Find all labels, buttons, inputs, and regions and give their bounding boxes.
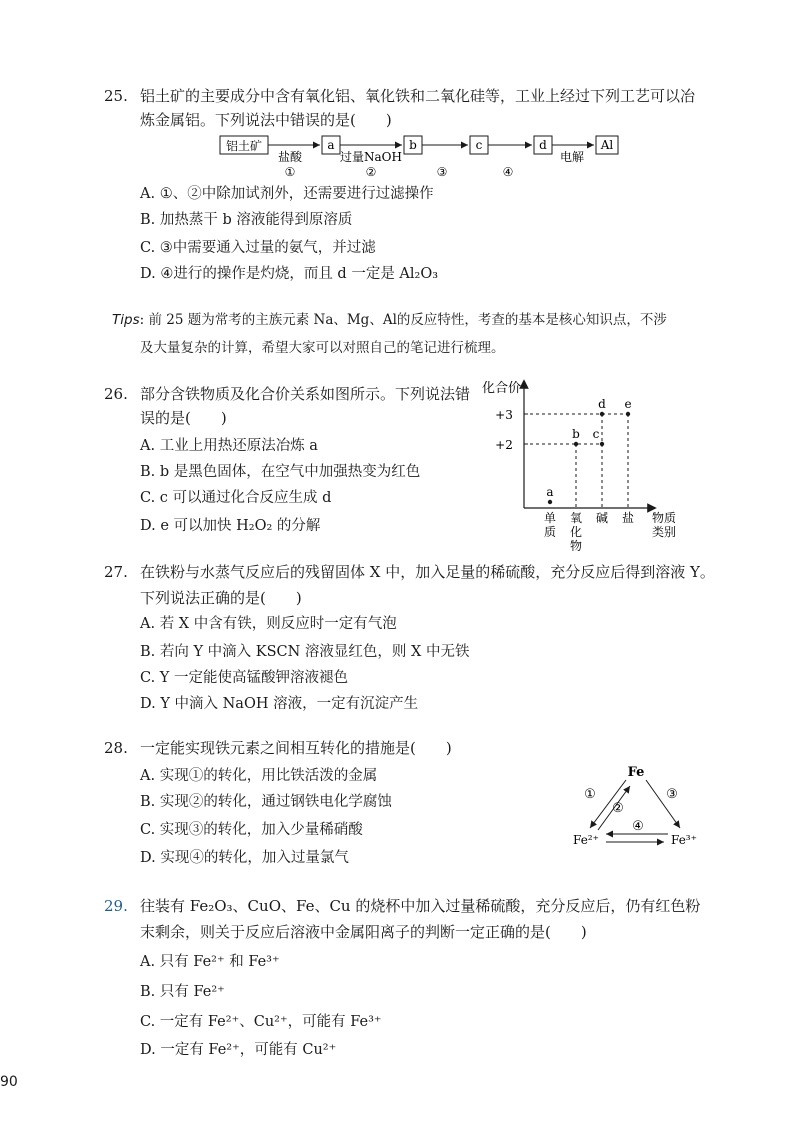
graph-point-a-label: a <box>546 485 554 499</box>
graph-point-b-label: b <box>572 427 580 441</box>
q25-option-b: B. 加热蒸干 b 溶液能得到原溶质 <box>140 212 353 228</box>
q25-option-c: C. ③中需要通入过量的氨气，并过滤 <box>140 240 376 256</box>
q28-option-c: C. 实现③的转化，加入少量稀硝酸 <box>140 822 363 838</box>
graph-point-b <box>574 442 578 446</box>
triangle-right-fe3: Fe³⁺ <box>671 833 697 847</box>
tips-text1: : 前 25 题为常考的主族元素 Na、Mg、Al的反应特性，考查的基本是核心知识点，不涉 <box>139 312 667 328</box>
triangle-label-1: ① <box>584 787 596 802</box>
q29-option-c: C. 一定有 Fe²⁺、Cu²⁺，可能有 Fe³⁺ <box>140 1014 382 1030</box>
graph-x-cat1-l2: 质 <box>543 525 557 539</box>
flow-step-3: ③ <box>436 165 448 179</box>
graph-point-c <box>600 442 604 446</box>
q28-option-b: B. 实现②的转化，通过钢铁电化学腐蚀 <box>140 794 392 810</box>
triangle-label-3: ③ <box>666 787 678 802</box>
graph-x-cat1-l1: 单 <box>543 511 557 525</box>
flow-reagent-5: 电解 <box>559 150 585 164</box>
flow-step-1: ① <box>284 165 296 179</box>
q29-number: 29. <box>104 897 128 915</box>
graph-point-d <box>600 412 604 416</box>
q27-option-c: C. Y 一定能使高锰酸钾溶液褪色 <box>140 670 348 686</box>
q26-number: 26. <box>104 385 128 403</box>
triangle-label-4: ④ <box>632 819 644 834</box>
tips-label: Tips <box>112 312 140 328</box>
flow-box-b-label: b <box>409 138 417 152</box>
q26-option-d: D. e 可以加快 H₂O₂ 的分解 <box>140 518 321 534</box>
q27-stem-line1: 在铁粉与水蒸气反应后的残留固体 X 中，加入足量的稀硫酸，充分反应后得到溶液 Y。 <box>140 563 715 581</box>
graph-y-tick-3: +3 <box>495 408 513 422</box>
graph-x-cat2-l1: 氧 <box>569 511 583 525</box>
q26-option-b: B. b 是黑色固体，在空气中加强热变为红色 <box>140 464 421 480</box>
q29-option-d: D. 一定有 Fe²⁺，可能有 Cu²⁺ <box>140 1042 337 1058</box>
graph-x-cat2-l2: 化 <box>569 525 583 539</box>
flow-box-c-label: c <box>475 138 483 152</box>
tips-line1 <box>112 310 667 330</box>
graph-x-label-l1: 物质 <box>651 511 677 525</box>
graph-point-d-label: d <box>598 397 606 411</box>
q28-option-d: D. 实现④的转化，加入过量氯气 <box>140 850 349 866</box>
triangle-label-2: ② <box>612 801 624 816</box>
tips-line2: 及大量复杂的计算，希望大家可以对照自己的笔记进行梳理。 <box>140 340 505 356</box>
q25-stem-line1: 铝土矿的主要成分中含有氧化铝、氧化铁和二氧化硅等，工业上经过下列工艺可以冶 <box>140 87 696 105</box>
graph-y-tick-2: +2 <box>495 438 513 452</box>
q28-number: 28. <box>104 739 128 757</box>
graph-point-a <box>548 500 552 504</box>
triangle-top-fe: Fe <box>627 765 645 780</box>
flow-step-2: ② <box>365 165 377 179</box>
graph-y-label: 化合价 <box>482 381 522 396</box>
graph-x-cat2-l3: 物 <box>569 539 583 552</box>
triangle-left-fe2: Fe²⁺ <box>573 833 599 847</box>
q28-iron-triangle <box>560 756 710 860</box>
flow-reagent-1: 盐酸 <box>277 150 303 164</box>
q25-stem-line2: 炼金属铝。下列说法中错误的是( ) <box>140 111 392 129</box>
q27-stem-line2: 下列说法正确的是( ) <box>140 589 302 607</box>
page-number: 90 <box>0 1074 18 1090</box>
q26-stem-line2: 误的是( ) <box>140 409 227 427</box>
q29-stem-line2: 末剩余，则关于反应后溶液中金属阳离子的判断一定正确的是( ) <box>140 923 587 941</box>
flow-step-4: ④ <box>502 165 514 179</box>
q27-option-d: D. Y 中滴入 NaOH 溶液，一定有沉淀产生 <box>140 696 419 712</box>
q25-option-a: A. ①、②中除加试剂外，还需要进行过滤操作 <box>140 186 434 202</box>
q29-option-b: B. 只有 Fe²⁺ <box>140 984 225 1000</box>
flow-start-label: 铝土矿 <box>225 139 263 153</box>
flow-box-a-label: a <box>327 138 335 152</box>
q26-stem-line1: 部分含铁物质及化合价关系如图所示。下列说法错 <box>140 385 471 403</box>
graph-x-cat4: 盐 <box>621 511 635 525</box>
flow-box-d-label: d <box>539 138 547 152</box>
flow-end-label: Al <box>600 138 614 152</box>
q28-option-a: A. 实现①的转化，用比铁活泼的金属 <box>140 768 378 784</box>
q25-option-d: D. ④进行的操作是灼烧，而且 d 一定是 Al₂O₃ <box>140 266 439 282</box>
graph-point-e <box>626 412 630 416</box>
graph-point-c-label: c <box>592 427 600 441</box>
graph-x-cat3: 碱 <box>595 511 609 525</box>
flow-reagent-2: 过量NaOH <box>340 150 402 164</box>
q25-number: 25. <box>104 87 128 105</box>
q27-option-a: A. 若 X 中含有铁，则反应时一定有气泡 <box>140 616 397 632</box>
q29-stem-line1: 往装有 Fe₂O₃、CuO、Fe、Cu 的烧杯中加入过量稀硫酸，充分反应后，仍有红色粉 <box>140 897 701 915</box>
q26-valence-graph <box>474 372 704 552</box>
q29-option-a: A. 只有 Fe²⁺ 和 Fe³⁺ <box>140 954 280 970</box>
q27-number: 27. <box>104 563 128 581</box>
q26-option-c: C. c 可以通过化合反应生成 d <box>140 490 332 506</box>
graph-x-label-l2: 类别 <box>651 525 677 539</box>
q25-flow-diagram <box>210 134 630 180</box>
q26-option-a: A. 工业上用热还原法冶炼 a <box>140 438 318 454</box>
graph-point-e-label: e <box>624 397 632 411</box>
q27-option-b: B. 若向 Y 中滴入 KSCN 溶液显红色，则 X 中无铁 <box>140 644 470 660</box>
q28-stem-line1: 一定能实现铁元素之间相互转化的措施是( ) <box>140 739 452 757</box>
